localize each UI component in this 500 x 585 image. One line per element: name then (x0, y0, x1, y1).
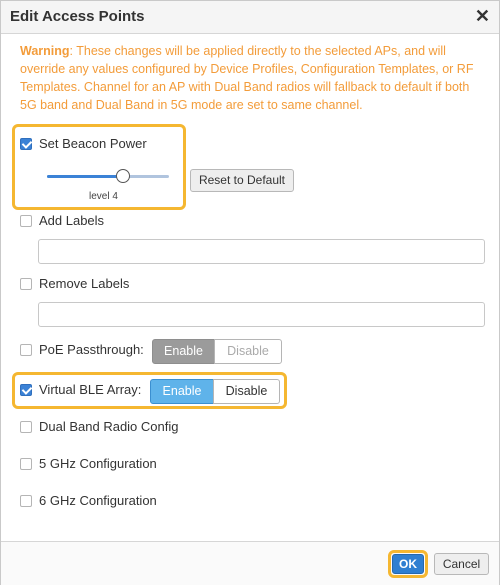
dialog-title: Edit Access Points (10, 8, 145, 25)
dual-band-checkbox[interactable] (20, 421, 32, 433)
add-labels-input[interactable] (38, 239, 485, 264)
virtual-ble-checkbox[interactable] (20, 384, 32, 396)
remove-labels-input[interactable] (38, 302, 485, 327)
add-labels-label: Add Labels (39, 213, 105, 228)
beacon-power-slider-handle[interactable] (116, 169, 130, 183)
poe-disable-button[interactable]: Disable (214, 339, 282, 364)
beacon-power-label: Set Beacon Power (39, 136, 147, 151)
poe-passthrough-checkbox[interactable] (20, 344, 32, 356)
beacon-power-checkbox[interactable] (20, 138, 32, 150)
close-icon[interactable]: ✕ (474, 6, 490, 26)
warning-label: Warning (20, 44, 70, 58)
remove-labels-label: Remove Labels (39, 276, 130, 291)
cancel-button[interactable]: Cancel (434, 553, 489, 575)
beacon-power-level: level 4 (89, 191, 118, 202)
poe-enable-button[interactable]: Enable (152, 339, 215, 364)
dialog-footer (1, 541, 499, 585)
ble-enable-button[interactable]: Enable (150, 379, 214, 404)
add-labels-checkbox[interactable] (20, 215, 32, 227)
virtual-ble-label: Virtual BLE Array: (39, 382, 142, 397)
poe-passthrough-label: PoE Passthrough: (39, 342, 144, 357)
beacon-power-slider[interactable] (47, 175, 169, 178)
ble-disable-button[interactable]: Disable (213, 379, 280, 404)
beacon-power-slider-fill (47, 175, 123, 178)
ghz6-label: 6 GHz Configuration (39, 493, 157, 508)
ghz5-label: 5 GHz Configuration (39, 456, 157, 471)
dialog-header (1, 1, 499, 34)
warning-text: : These changes will be applied directly to the selected APs, and will override any values configured by Device Profiles, Configuration Templates, or RF Templates. Channel for an AP with Dual Band radios will fallback to default if both 5G band and Dual Band in 5G mode are set to same channel. (20, 44, 474, 112)
ghz6-checkbox[interactable] (20, 495, 32, 507)
ghz5-checkbox[interactable] (20, 458, 32, 470)
dual-band-label: Dual Band Radio Config (39, 419, 179, 434)
warning-message (20, 42, 482, 114)
ok-button[interactable]: OK (392, 554, 424, 574)
reset-to-default-button[interactable]: Reset to Default (190, 169, 294, 192)
remove-labels-checkbox[interactable] (20, 278, 32, 290)
